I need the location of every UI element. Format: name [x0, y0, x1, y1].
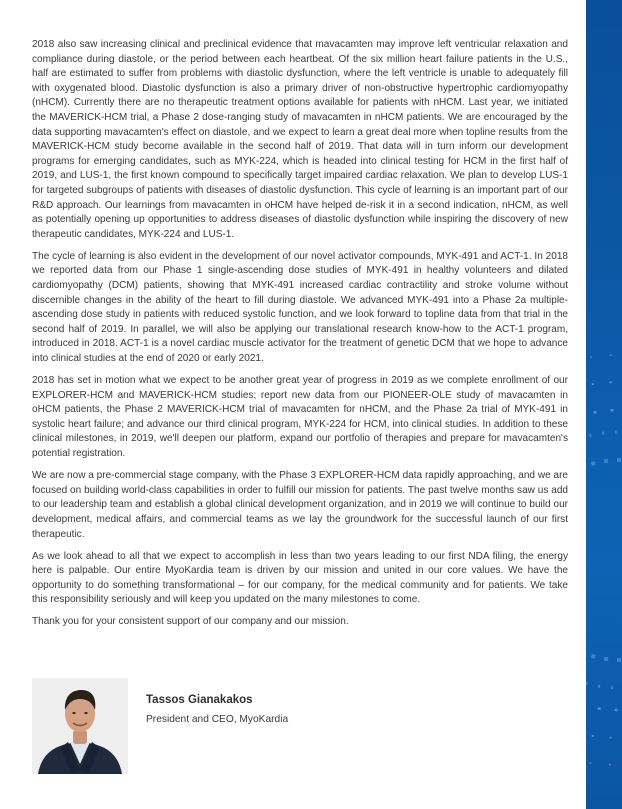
signatory-title: President and CEO, MyoKardia [146, 714, 289, 725]
signature-block [32, 678, 572, 778]
portrait-illustration [32, 678, 128, 774]
paragraph-pre-commercial: We are now a pre-commercial stage company, with the Phase 3 EXPLORER-HCM data rapidly approaching, and we are focused on building world-class capabilities in order to fulfill our mission for patients. The past twelve months saw us add to our leadership team and establish a global clinical development organization, and in 2019 we will continue to build our development, medical affairs, and commercial teams as we lay the groundwork for the successful launch of our first therapeutic. [32, 470, 568, 540]
paragraph-2019-outlook: 2018 has set in motion what we expect to be another great year of progress in 2019 as we complete enrollment of our EXPLORER-HCM and MAVERICK-HCM studies; report new data from our PIONEER-OLE study of mavacamten in oHCM patients, the Phase 2 MAVERICK-HCM trial of mavacamten for nHCM, and the Phase 2a trial of MYK-491 in systolic heart failure; and advance our third clinical program, MYK-224 for HCM, into clinical studies. In addition to these clinical milestones, in 2019, we'll deepen our platform, expand our portfolio of therapies and prepare for mavacamten's potential registration. [32, 375, 568, 460]
paragraph-nda-filing: As we look ahead to all that we expect to accomplish in less than two years leading to our first NDA filing, the energy here is palpable. Our entire MyoKardia team is driven by our mission and united in our core values. We have the opportunity to do something transformational – for our company, for the medical community and for patients. We take this responsibility seriously and will keep you updated on the many milestones to come. [32, 550, 568, 606]
sidebar-pattern [586, 0, 622, 809]
letter-body [32, 38, 568, 638]
decorative-sidebar [586, 0, 622, 809]
paragraph-thank-you: Thank you for your consistent support of our company and our mission. [32, 616, 349, 628]
ceo-portrait [32, 678, 128, 774]
signatory-name: Tassos Gianakakos [146, 694, 253, 706]
paragraph-diastolic-dysfunction: 2018 also saw increasing clinical and preclinical evidence that mavacamten may improve left ventricular relaxation and compliance during diastole, or the period between each heartbeat. Of the six million heart failure patients in the U.S., half are estimated to suffer from problems with diastolic dysfunction, where the left ventricle is unable to adequately fill with oxygenated blood. Diastolic dysfunction is also a primary driver of non-obstructive hypertrophic cardiomyopathy (nHCM). Currently there are no therapeutic treatment options available for patients with nHCM. Last year, we initiated the MAVERICK-HCM trial, a Phase 2 dose-ranging study of mavacamten in nHCM patients. We are encouraged by the data supporting mavacamten's effect on diastole, and we expect to learn a great deal more when topline results from the MAVERICK-HCM study become available in the second half of 2019. That data will in turn inform our development programs for emerging candidates, such as MYK-224, which is headed into clinical testing for HCM in the first half of 2019, and LUS-1, the first known compound to specifically target impaired cardiac relaxation. We plan to develop LUS-1 for targeted subgroups of patients with diseases of diastolic dysfunction. This cycle of learning is an important part of our R&D approach. Our learnings from mavacamten in oHCM have helped de-risk it in a second indication, nHCM, as well as potentially opening up opportunities to address diseases of diastolic dysfunction while inspiring the discovery of new therapeutic candidates, MYK-224 and LUS-1. [32, 39, 568, 240]
paragraph-activator-compounds: The cycle of learning is also evident in the development of our novel activator compounds, MYK-491 and ACT-1. In 2018 we reported data from our Phase 1 single-ascending dose studies of MYK-491 in healthy volunteers and dilated cardiomyopathy (DCM) patients, showing that MYK-491 increased cardiac contractility and stroke volume without discernible changes in the ability of the heart to fill during diastole. We advanced MYK-491 into a Phase 2a multiple-ascending dose study in patients with reduced systolic function, and we look forward to topline data from that trial in the second half of 2019. In parallel, we will also be applying our translational research know-how to the ACT-1 program, introduced in 2018. ACT-1 is a novel cardiac muscle activator for the treatment of genetic DCM that we hope to advance into clinical studies at the end of 2020 or early 2021. [32, 250, 568, 364]
